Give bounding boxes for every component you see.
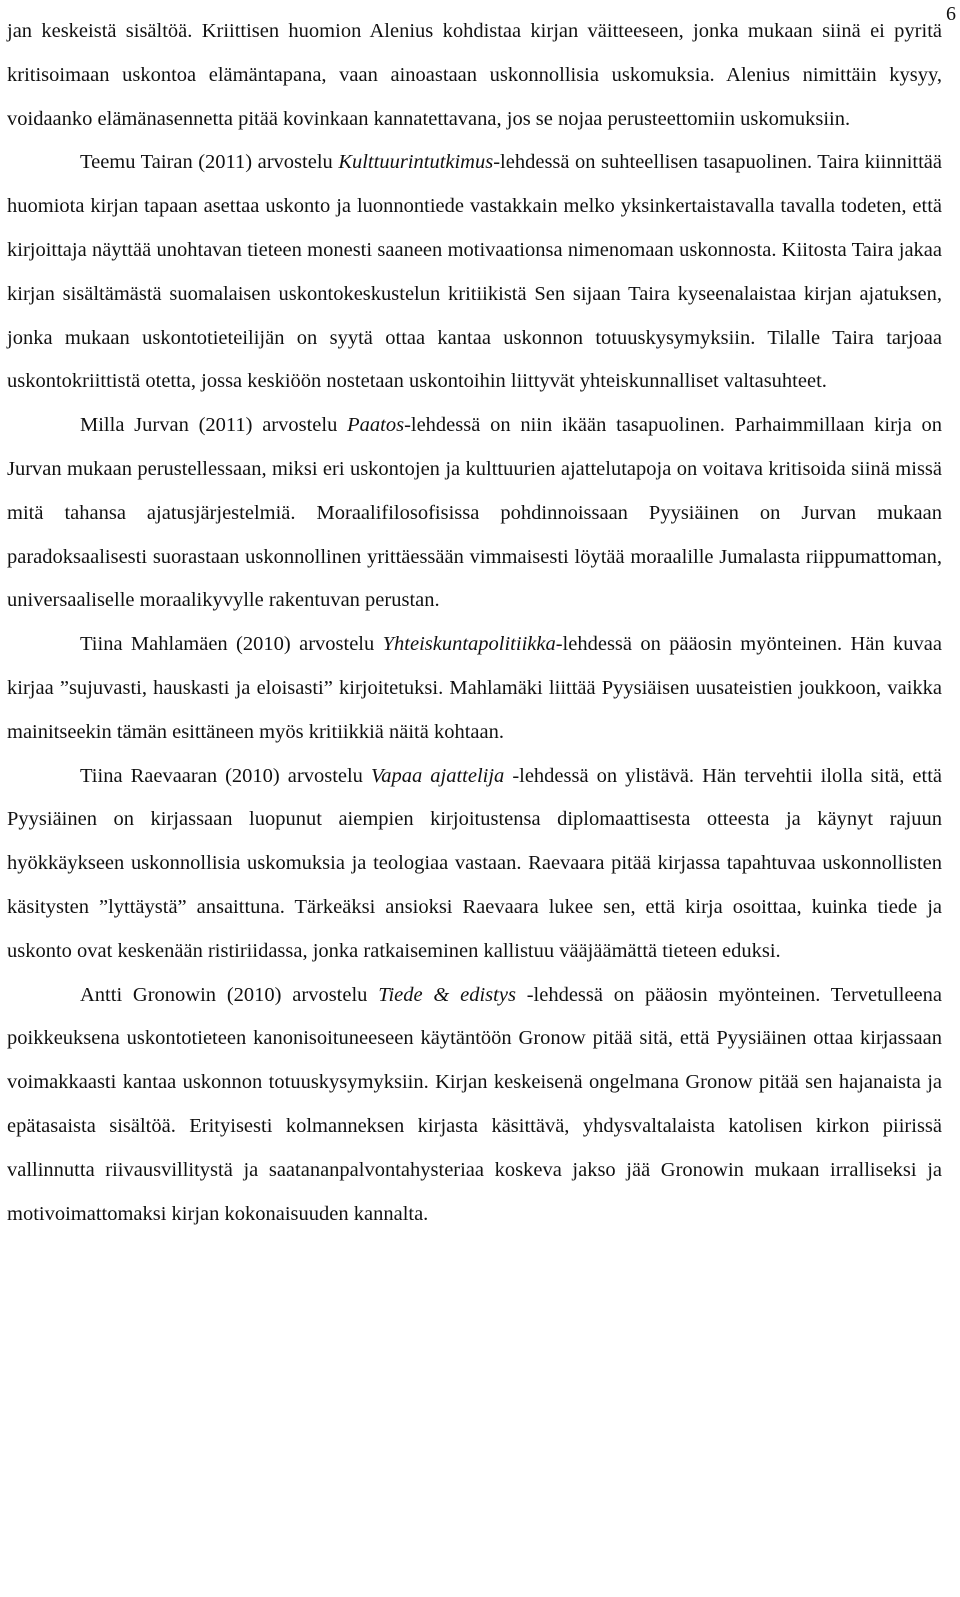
paragraph-text: -lehdessä on pääosin myönteinen. Tervetulleena poikkeuksena uskontotieteen kanonisoituneeseen käytäntöön Gronow pitää sitä, että Pyysiäinen ottaa kirjassaan voimakkaasti kantaa uskonnon totuuskysymyksiin. Kirjan keskeisenä ongelmana Gronow pitää sen hajanaista ja epätasaista sisältöä. Erityisesti kolmanneksen kirjasta käsittävä, yhdysvaltalaista katolisen kirkon piirissä vallinnutta riivausvillitystä ja saatananpalvontahysteriaa koskeva jakso jää Gronowin mukaan irralliseksi ja motivoimattomaksi kirjan kokonaisuuden kannalta. — [7, 983, 943, 1225]
paragraph-text: Antti Gronowin (2010) arvostelu — [80, 983, 379, 1006]
paragraph-1 — [7, 10, 942, 141]
paragraph-text: -lehdessä on ylistävä. Hän tervehtii ilolla sitä, että Pyysiäinen on kirjassaan luopunut aiempien kirjoitustensa diplomaattisesta otteesta ja käynyt rajuun hyökkäykseen uskonnollisia uskomuksia ja teologiaa vastaan. Raevaara pitää kirjassa tapahtuvaa uskonnollisten käsitysten ”lyttäystä” ansaittuna. Tärkeäksi ansioksi Raevaara lukee sen, että kirja osoittaa, kuinka tiede ja uskonto ovat keskenään ristiriidassa, jonka ratkaiseminen kallistuu vääjäämättä tieteen eduksi. — [7, 764, 942, 962]
paragraph-text: -lehdessä on niin ikään tasapuolinen. Parhaimmillaan kirja on Jurvan mukaan perustellessaan, miksi eri uskontojen ja kulttuurien ajattelutapoja on voitava kritisoida siinä missä mitä tahansa ajatusjärjestelmiä. Moraalifilosofisissa pohdinnoissaan Pyysiäinen on Jurvan mukaan paradoksaalisesti suorastaan uskonnollinen yrittäessään vimmaisesti löytää moraalille Jumalasta riippumattoman, universaaliselle moraalikyvylle rakentuvan perustan. — [7, 414, 942, 612]
paragraph-text: jan keskeistä sisältöä. Kriittisen huomion Alenius kohdistaa kirjan väitteeseen, jonka mukaan siinä ei pyritä kritisoimaan uskontoa elämäntapana, vaan ainoastaan uskonnollisia uskomuksia. Alenius nimittäin kysyy, voidaanko elämänasennetta pitää kovinkaan kannatettavana, jos se nojaa perusteettomiin uskomuksiin. — [7, 20, 942, 130]
paragraph-text: Tiina Raevaaran (2010) arvostelu — [80, 764, 371, 787]
paragraph-2 — [7, 141, 942, 404]
paragraph-5 — [7, 755, 942, 974]
journal-title: Yhteiskuntapolitiikka — [382, 633, 556, 656]
paragraph-text: Milla Jurvan (2011) arvostelu — [80, 414, 348, 437]
journal-title: Tiede & edistys — [378, 983, 516, 1006]
paragraph-text: -lehdessä on pääosin myönteinen. Hän kuvaa kirjaa ”sujuvasti, hauskasti ja eloisasti” kirjoitetuksi. Mahlamäki liittää Pyysiäisen uusateistien joukkoon, vaikka mainitseekin tämän esittäneen myös kritiikkiä näitä kohtaan. — [7, 633, 943, 743]
document-body — [7, 10, 942, 1236]
journal-title: Vapaa ajattelija — [370, 764, 505, 787]
journal-title: Paatos — [347, 414, 405, 437]
paragraph-text: Tiina Mahlamäen (2010) arvostelu — [80, 633, 383, 656]
paragraph-3 — [7, 404, 942, 623]
paragraph-6 — [7, 974, 942, 1237]
paragraph-text: Teemu Tairan (2011) arvostelu — [80, 151, 339, 174]
paragraph-text: -lehdessä on suhteellisen tasapuolinen. Taira kiinnittää huomiota kirjan tapaan asettaa uskonto ja luonnontiede vastakkain melko yksinkertaistavalla tavalla todeten, että kirjoittaja näyttää unohtavan tieteen monesti saaneen motivaationsa nimenomaan uskonnosta. Kiitosta Taira jakaa kirjan sisältämästä suomalaisen uskontokeskustelun kritiikistä Sen sijaan Taira kyseenalaistaa kirjan ajatuksen, jonka mukaan uskontotieteilijän on syytä ottaa kantaa uskonnon totuuskysymyksiin. Tilalle Taira tarjoaa uskontokriittistä otetta, jossa keskiöön nostetaan uskontoihin liittyvät yhteiskunnalliset valtasuhteet. — [7, 151, 942, 393]
paragraph-4 — [7, 623, 942, 754]
page-number: 6 — [946, 3, 956, 25]
journal-title: Kulttuurintutkimus — [338, 151, 494, 174]
